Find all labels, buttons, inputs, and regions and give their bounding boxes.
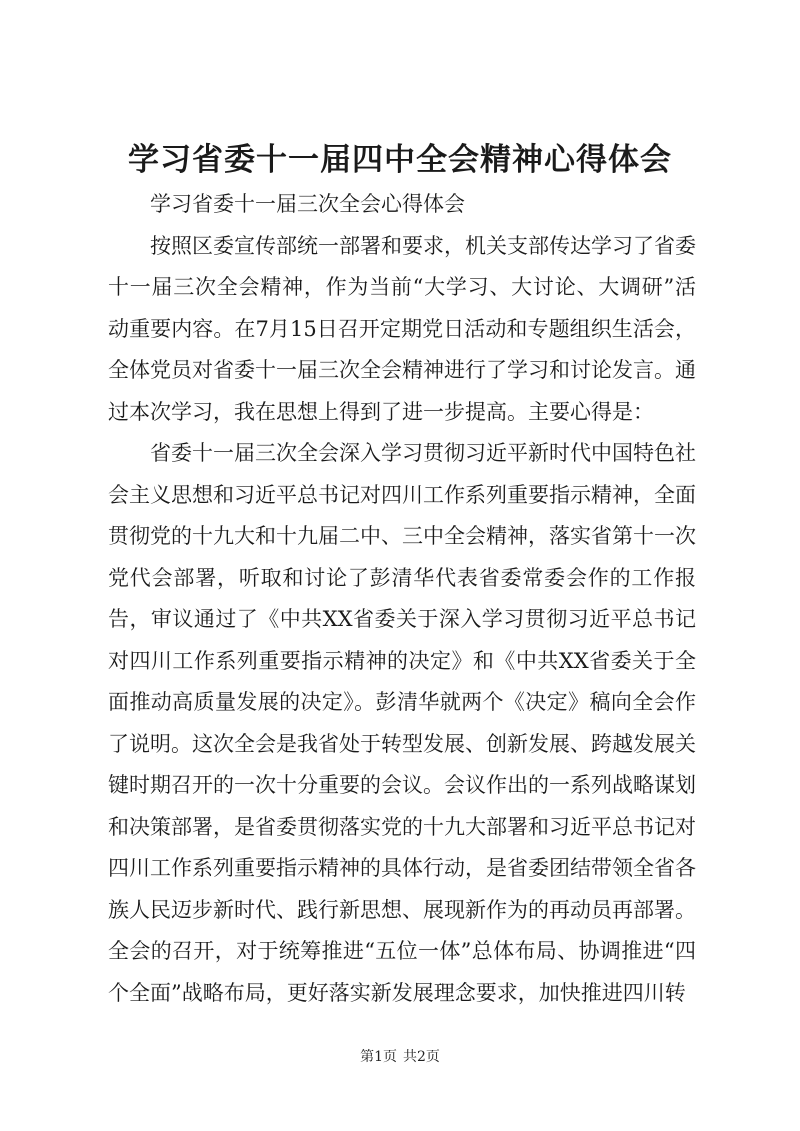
page-total: 共2页 — [403, 1049, 440, 1065]
document-title: 学习省委十一届四中全会精神心得体会 — [128, 142, 672, 178]
document-subtitle: 学习省委十一届三次全会心得体会 — [150, 192, 465, 216]
document-body — [108, 184, 696, 1014]
page-number: 第1页 — [360, 1049, 397, 1065]
paragraph-main: 省委十一届三次全会深入学习贯彻习近平新时代中国特色社会主义思想和习近平总书记对四川工作系列重要指示精神，全面贯彻党的十九大和十九届二中、三中全会精神，落实省第十一次党代会部署，听取和讨论了彭清华代表省委常委会作的工作报告，审议通过了《中共XX省委关于深入学习贯彻习近平总书记对四川工作系列重要指示精神的决定》和《中共XX省委关于全面推动高质量发展的决定》。彭清华就两个《决定》稿向全会作了说明。这次全会是我省处于转型发展、创新发展、跨越发展关键时期召开的一次十分重要的会议。会议作出的一系列战略谋划和决策部署，是省委贯彻落实党的十九大部署和习近平总书记对四川工作系列重要指示精神的具体行动，是省委团结带领全省各族人民迈步新时代、践行新思想、展现新作为的再动员再部署。全会的召开，对于统筹推进“五位一体”总体布局、协调推进“四个全面”战略布局，更好落实新发展理念要求，加快推进四川转 — [108, 441, 696, 1005]
page-footer — [0, 1047, 800, 1067]
paragraph-intro: 按照区委宣传部统一部署和要求，机关支部传达学习了省委十一届三次全会精神，作为当前“大学习、大讨论、大调研”活动重要内容。在7月15日召开定期党日活动和专题组织生活会，全体党员对省委十一届三次全会精神进行了学习和讨论发言。通过本次学习，我在思想上得到了进一步提高。主要心得是： — [108, 233, 696, 424]
